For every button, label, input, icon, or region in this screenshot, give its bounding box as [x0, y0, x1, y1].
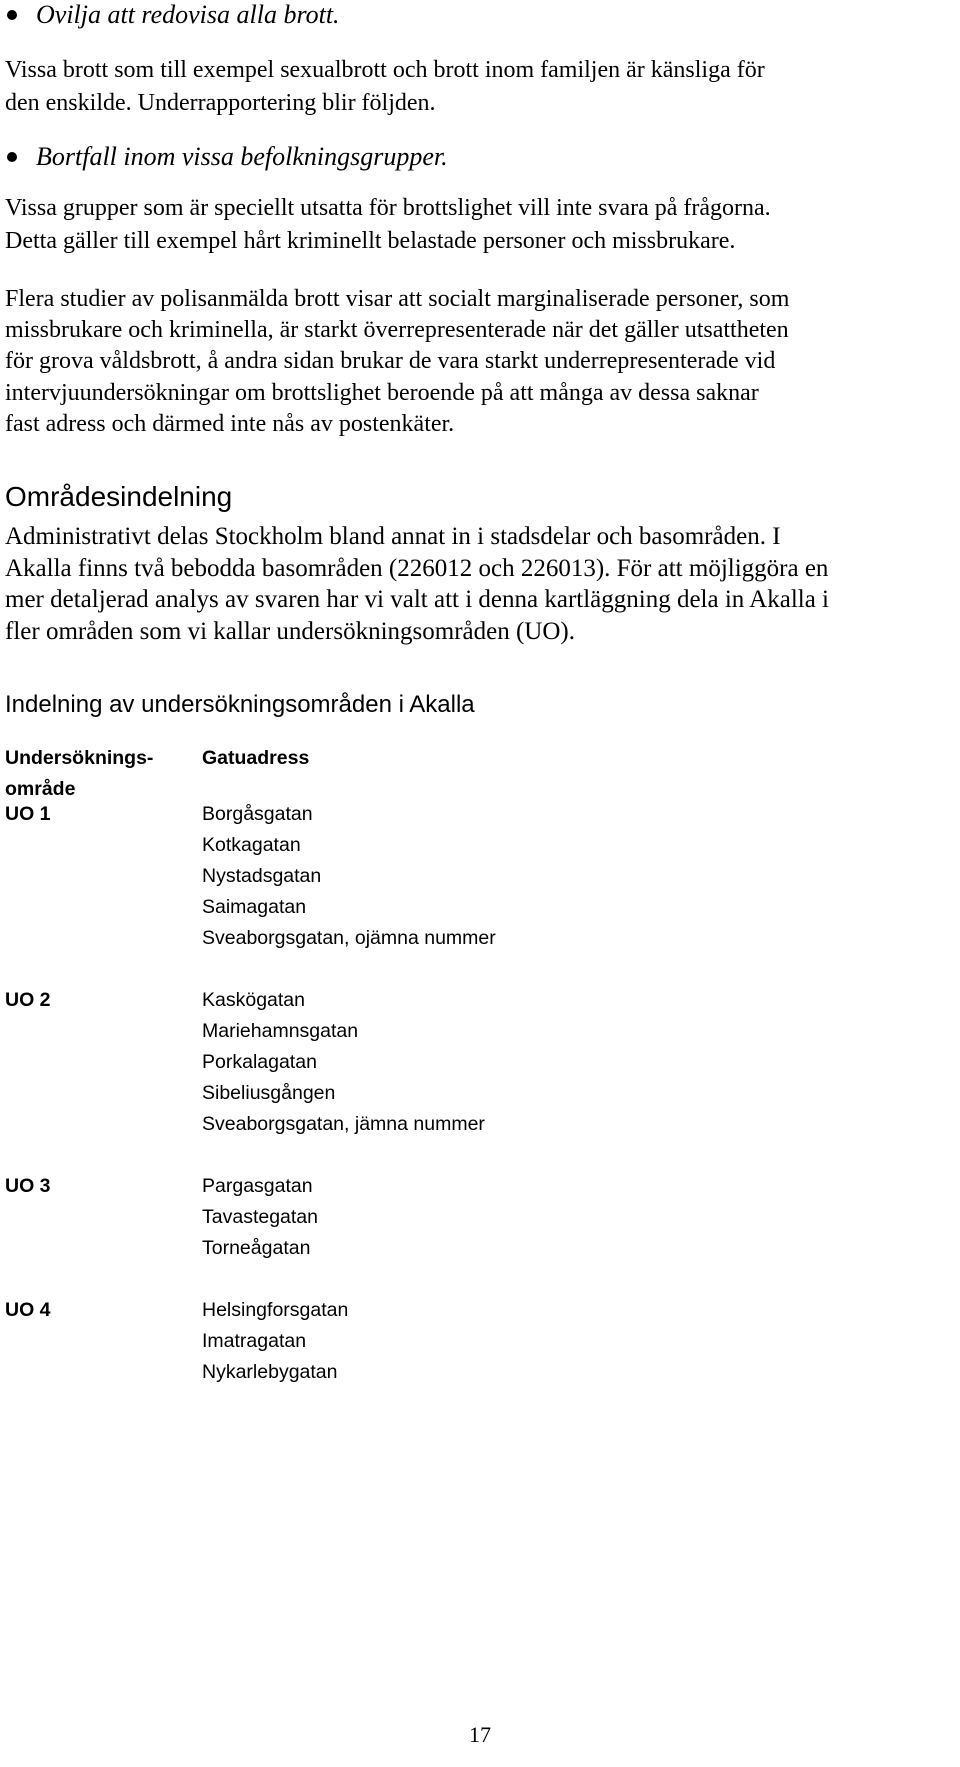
street-name: Kotkagatan [202, 834, 301, 856]
table-row-area: UO 2 [5, 989, 51, 1011]
street-name: Sveaborgsgatan, ojämna nummer [202, 927, 496, 949]
street-name: Imatragatan [202, 1330, 307, 1352]
paragraph-line: mer detaljerad analys av svaren har vi valt att i denna kartläggning dela in Akalla i [5, 586, 829, 613]
table-row-streets [202, 1295, 348, 1388]
paragraph-line: fast adress och därmed inte nås av postenkäter. [5, 410, 455, 437]
table-header-street: Gatuadress [202, 747, 310, 769]
paragraph-3 [5, 284, 945, 440]
street-name: Mariehamnsgatan [202, 1020, 359, 1042]
table-row-streets [202, 1171, 318, 1264]
street-name: Kaskögatan [202, 989, 305, 1011]
table-row-streets [202, 799, 496, 954]
street-name: Tavastegatan [202, 1206, 319, 1228]
paragraph-4 [5, 521, 945, 647]
table-row-area: UO 3 [5, 1175, 51, 1197]
table-row-area: UO 1 [5, 803, 51, 825]
street-name: Torneågatan [202, 1237, 311, 1259]
paragraph-line: Flera studier av polisanmälda brott visar att socialt marginaliserade personer, som [5, 286, 790, 312]
paragraph-line: Administrativt delas Stockholm bland annat in i stadsdelar och basområden. I [5, 523, 781, 550]
paragraph-line: Detta gäller till exempel hårt kriminellt belastade personer och missbrukare. [5, 228, 736, 254]
bullet-marker [7, 10, 17, 20]
paragraph-line: för grova våldsbrott, å andra sidan brukar de vara starkt underrepresenterade vid [5, 348, 776, 375]
paragraph-2 [5, 192, 945, 258]
table-row-streets [202, 985, 485, 1140]
section-heading: Områdesindelning [5, 481, 233, 512]
bullet-text: Bortfall inom vissa befolkningsgrupper. [36, 142, 448, 171]
bullet-marker [7, 152, 17, 162]
street-name: Sibeliusgången [202, 1082, 336, 1104]
paragraph-line: Akalla finns två bebodda basområden (226012 och 226013). För att möjliggöra en [5, 554, 829, 582]
subsection-heading: Indelning av undersökningsområden i Akalla [5, 691, 475, 718]
paragraph-line: den enskilde. Underrapportering blir följden. [5, 90, 436, 116]
bullet-text: Ovilja att redovisa alla brott. [36, 0, 340, 29]
paragraph-line: intervjuundersökningar om brottslighet beroende på att många av dessa saknar [5, 379, 759, 406]
paragraph-line: fler områden som vi kallar undersökningsområden (UO). [5, 617, 575, 645]
paragraph-line: Vissa grupper som är speciellt utsatta för brottslighet vill inte svara på frågorna. [5, 195, 771, 221]
page-number: 17 [469, 1722, 491, 1747]
street-name: Sveaborgsgatan, jämna nummer [202, 1113, 485, 1135]
street-name: Nykarlebygatan [202, 1361, 338, 1383]
paragraph-line: Vissa brott som till exempel sexualbrott och brott inom familjen är känsliga för [5, 57, 765, 83]
paragraph-1 [5, 54, 945, 120]
paragraph-line: missbrukare och kriminella, är starkt överrepresenterade när det gäller utsattheten [5, 317, 789, 344]
street-name: Porkalagatan [202, 1051, 317, 1073]
table-row-area: UO 4 [5, 1299, 51, 1321]
table-header-area [5, 743, 153, 805]
street-name: Saimagatan [202, 896, 307, 918]
table-header-area-line-1: Undersöknings- [5, 747, 154, 769]
street-name: Pargasgatan [202, 1175, 313, 1197]
street-name: Borgåsgatan [202, 803, 313, 825]
table-header-area-line-2: område [5, 778, 76, 800]
street-name: Nystadsgatan [202, 865, 322, 887]
street-name: Helsingforsgatan [202, 1299, 349, 1321]
